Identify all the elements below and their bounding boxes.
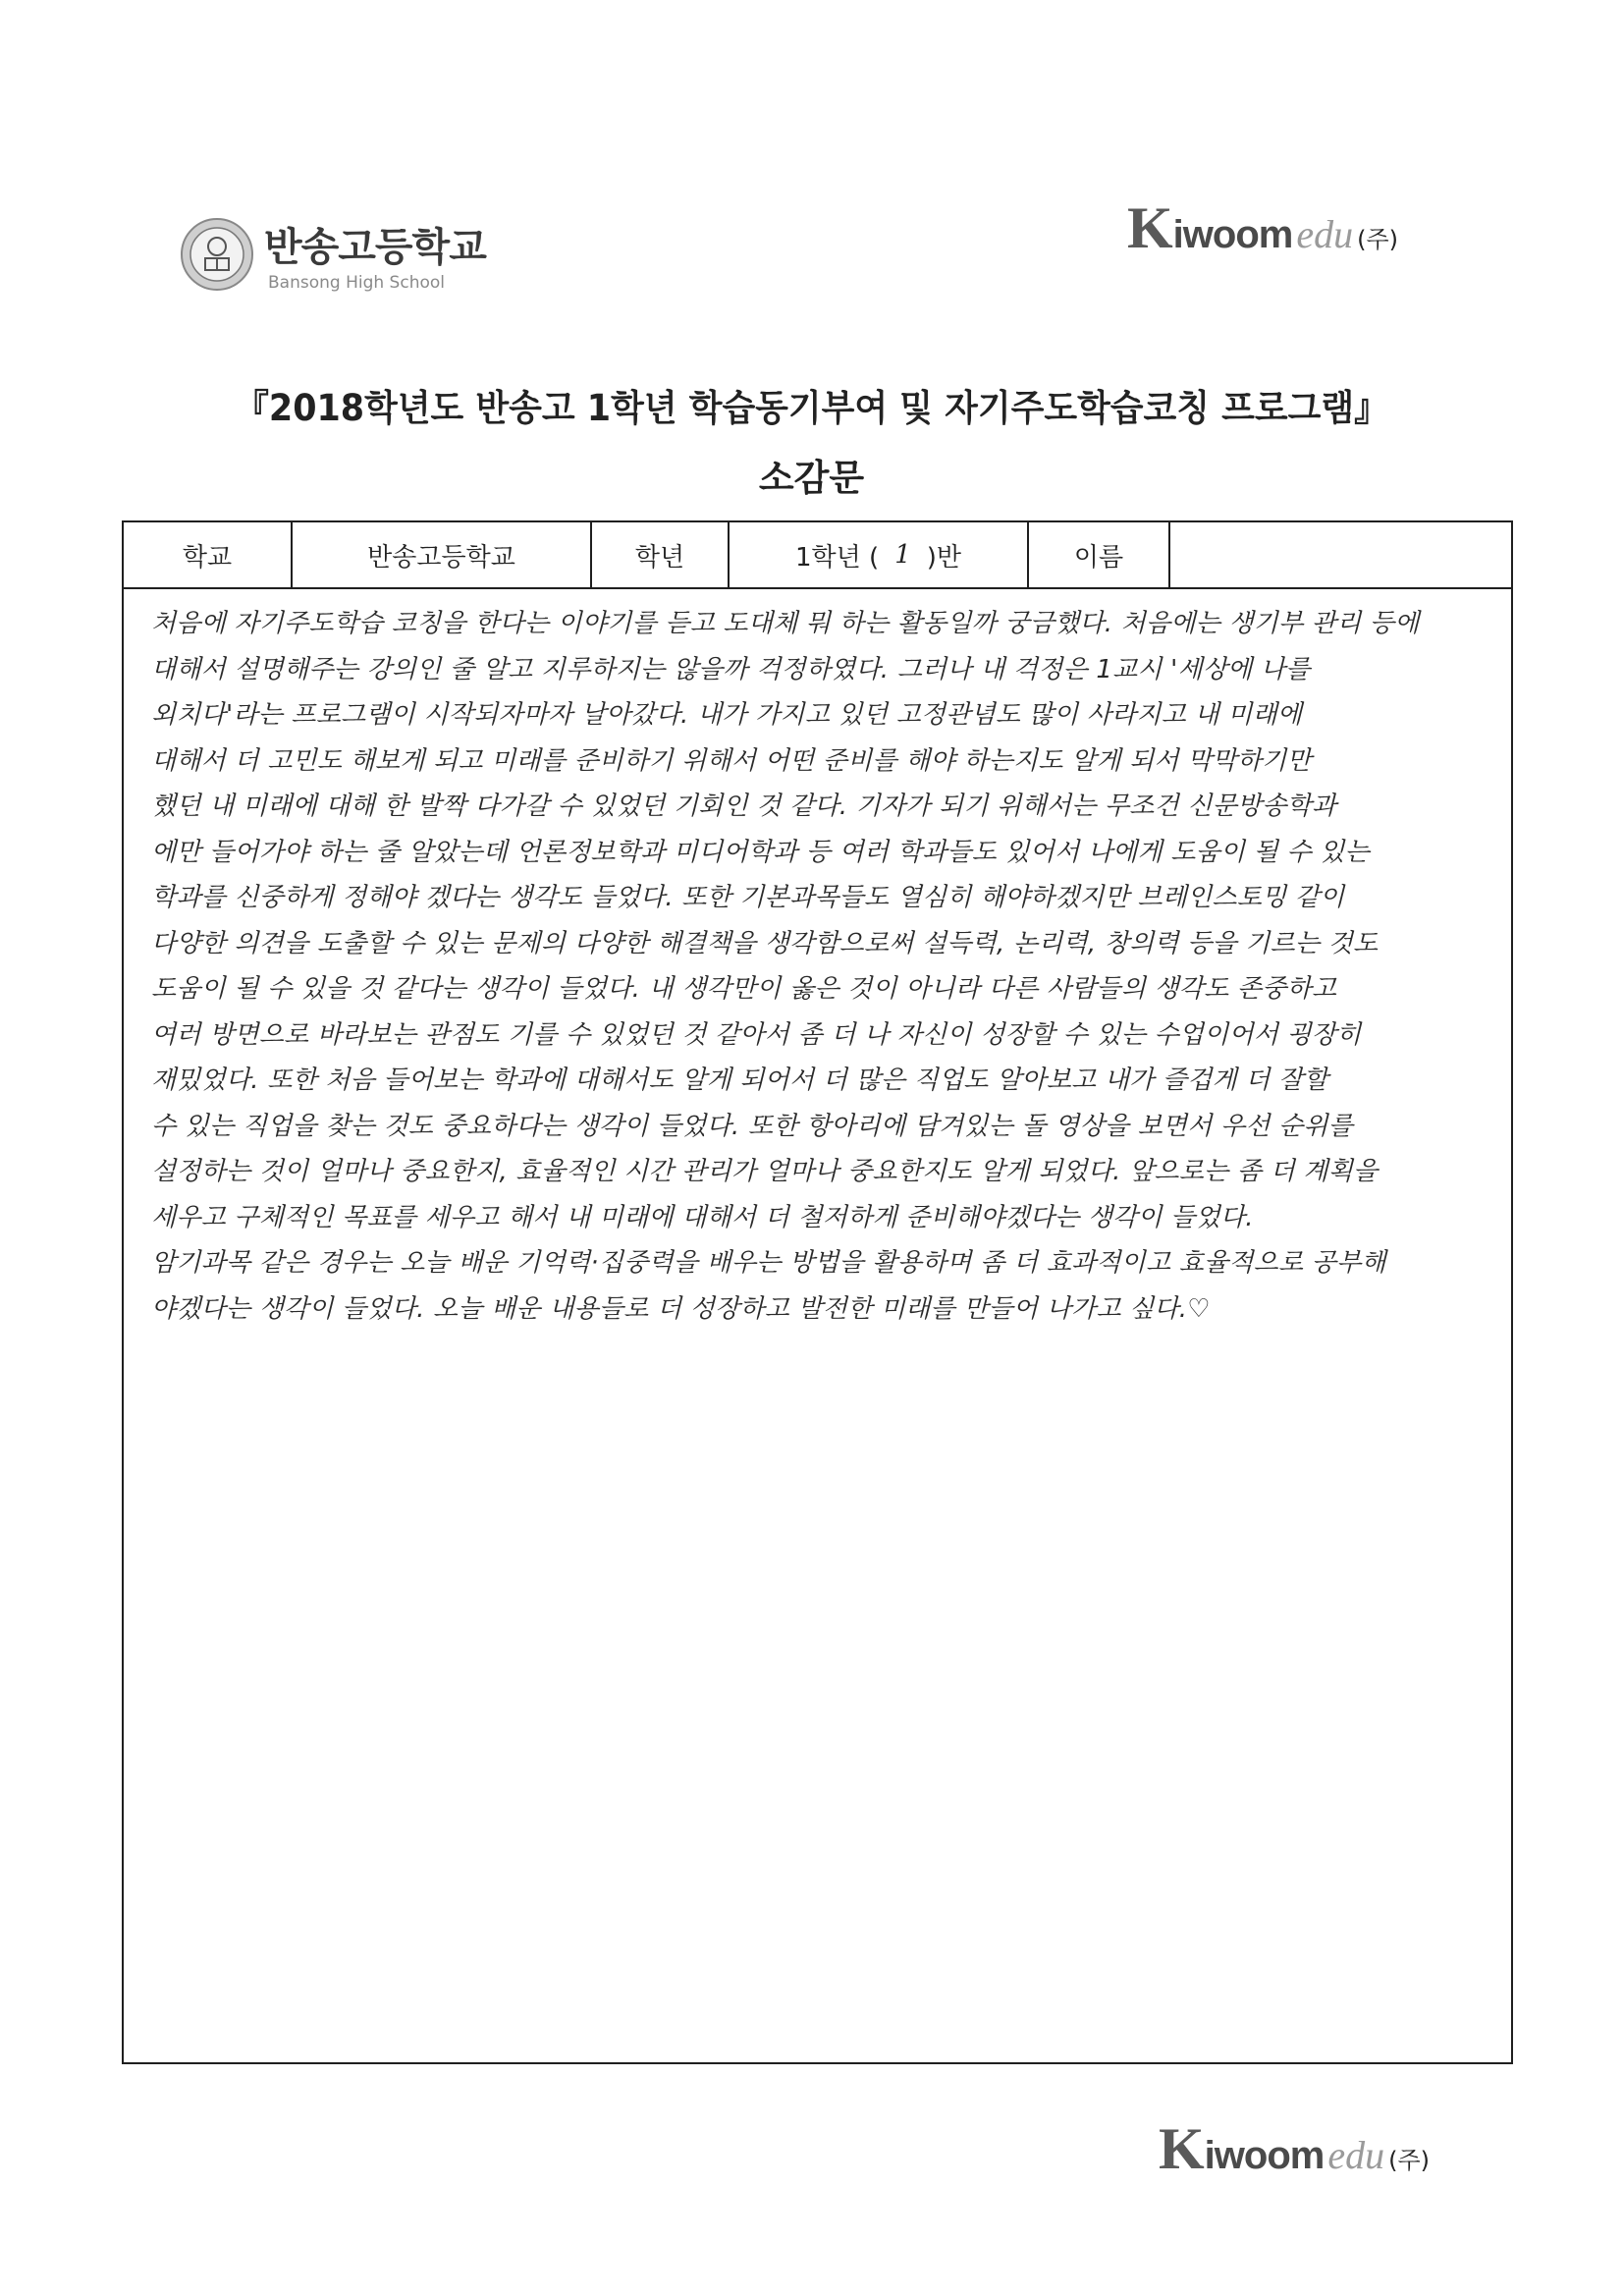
document-subtitle: 소감문 xyxy=(758,457,865,499)
essay-line: 외치다'라는 프로그램이 시작되자마자 날아갔다. 내가 가지고 있던 고정관념도 많이 사라지고 내 미래에 xyxy=(151,700,1303,730)
brand-co: (주) xyxy=(1388,2147,1431,2174)
grade-label: 학년 xyxy=(592,522,730,587)
brand-k: K xyxy=(1159,2116,1205,2181)
kiwoom-edu-logo xyxy=(1127,195,1399,260)
essay-line: 암기과목 같은 경우는 오늘 배운 기억력·집중력을 배우는 방법을 활용하며 좀 더 효과적이고 효율적으로 공부해 xyxy=(151,1248,1386,1278)
essay-line: 대해서 더 고민도 해보게 되고 미래를 준비하기 위해서 어떤 준비를 해야 하는지도 알게 되서 막막하기만 xyxy=(151,745,1312,776)
grade-value xyxy=(730,522,1029,587)
essay-line: 대해서 설명해주는 강의인 줄 알고 지루하지는 않을까 걱정하였다. 그러나 내 걱정은 1교시 '세상에 나를 xyxy=(151,654,1311,684)
essay-line: 여러 방면으로 바라보는 관점도 기를 수 있었던 것 같아서 좀 더 나 자신이 성장할 수 있는 수업이어서 굉장히 xyxy=(151,1019,1362,1050)
brand-edu: edu xyxy=(1296,212,1354,256)
essay-line: 야겠다는 생각이 들었다. 오늘 배운 내용들로 더 성장하고 발전한 미래를 만들어 나가고 싶다.♡ xyxy=(151,1293,1211,1324)
school-logo xyxy=(180,212,486,310)
school-label: 학교 xyxy=(124,522,293,587)
brand-woom: iwoom xyxy=(1172,213,1293,256)
essay-line: 재밌었다. 또한 처음 들어보는 학과에 대해서도 알게 되어서 더 많은 직업도 알아보고 내가 즐겁게 더 잘할 xyxy=(151,1066,1328,1095)
student-info-row xyxy=(124,522,1511,589)
brand-woom: iwoom xyxy=(1204,2134,1325,2177)
grade-value-prefix: 1학년 ( xyxy=(795,542,880,573)
essay-body xyxy=(151,601,1496,1332)
essay-line: 처음에 자기주도학습 코칭을 한다는 이야기를 듣고 도대체 뭐 하는 활동일까 궁금했다. 처음에는 생기부 관리 등에 xyxy=(151,609,1420,638)
essay-form xyxy=(122,520,1513,2064)
brand-edu: edu xyxy=(1327,2133,1385,2177)
school-logo-english: Bansong High School xyxy=(268,273,445,293)
school-emblem-icon xyxy=(180,217,254,292)
document-title: 『2018학년도 반송고 1학년 학습동기부여 및 자기주도학습코칭 프로그램』 xyxy=(234,387,1388,429)
essay-line: 세우고 구체적인 목표를 세우고 해서 내 미래에 대해서 더 철저하게 준비해야겠다는 생각이 들었다. xyxy=(151,1202,1254,1232)
essay-line: 도움이 될 수 있을 것 같다는 생각이 들었다. 내 생각만이 옳은 것이 아니라 다른 사람들의 생각도 존중하고 xyxy=(151,974,1337,1004)
kiwoom-edu-footer-logo xyxy=(1159,2116,1431,2181)
name-value xyxy=(1170,522,1515,587)
class-number: 1 xyxy=(894,540,911,570)
school-logo-name: 반송고등학교 xyxy=(264,225,486,270)
essay-line: 다양한 의견을 도출할 수 있는 문제의 다양한 해결책을 생각함으로써 설득력, 논리력, 창의력 등을 기르는 것도 xyxy=(151,928,1379,958)
name-label: 이름 xyxy=(1029,522,1170,587)
grade-value-suffix: )반 xyxy=(926,542,961,573)
essay-line: 했던 내 미래에 대해 한 발짝 다가갈 수 있었던 기회인 것 같다. 기자가 되기 위해서는 무조건 신문방송학과 xyxy=(151,792,1337,821)
essay-line: 학과를 신중하게 정해야 겠다는 생각도 들었다. 또한 기본과목들도 열심히 해야하겠지만 브레인스토밍 같이 xyxy=(151,883,1345,912)
essay-line: 설정하는 것이 얼마나 중요한지, 효율적인 시간 관리가 얼마나 중요한지도 알게 되었다. 앞으로는 좀 더 계획을 xyxy=(151,1157,1379,1186)
brand-k: K xyxy=(1127,195,1173,260)
essay-line: 에만 들어가야 하는 줄 알았는데 언론정보학과 미디어학과 등 여러 학과들도 있어서 나에게 도움이 될 수 있는 xyxy=(151,837,1370,867)
school-value: 반송고등학교 xyxy=(293,522,592,587)
brand-co: (주) xyxy=(1357,226,1399,253)
essay-line: 수 있는 직업을 찾는 것도 중요하다는 생각이 들었다. 또한 항아리에 담겨있는 돌 영상을 보면서 우선 순위를 xyxy=(151,1111,1354,1141)
